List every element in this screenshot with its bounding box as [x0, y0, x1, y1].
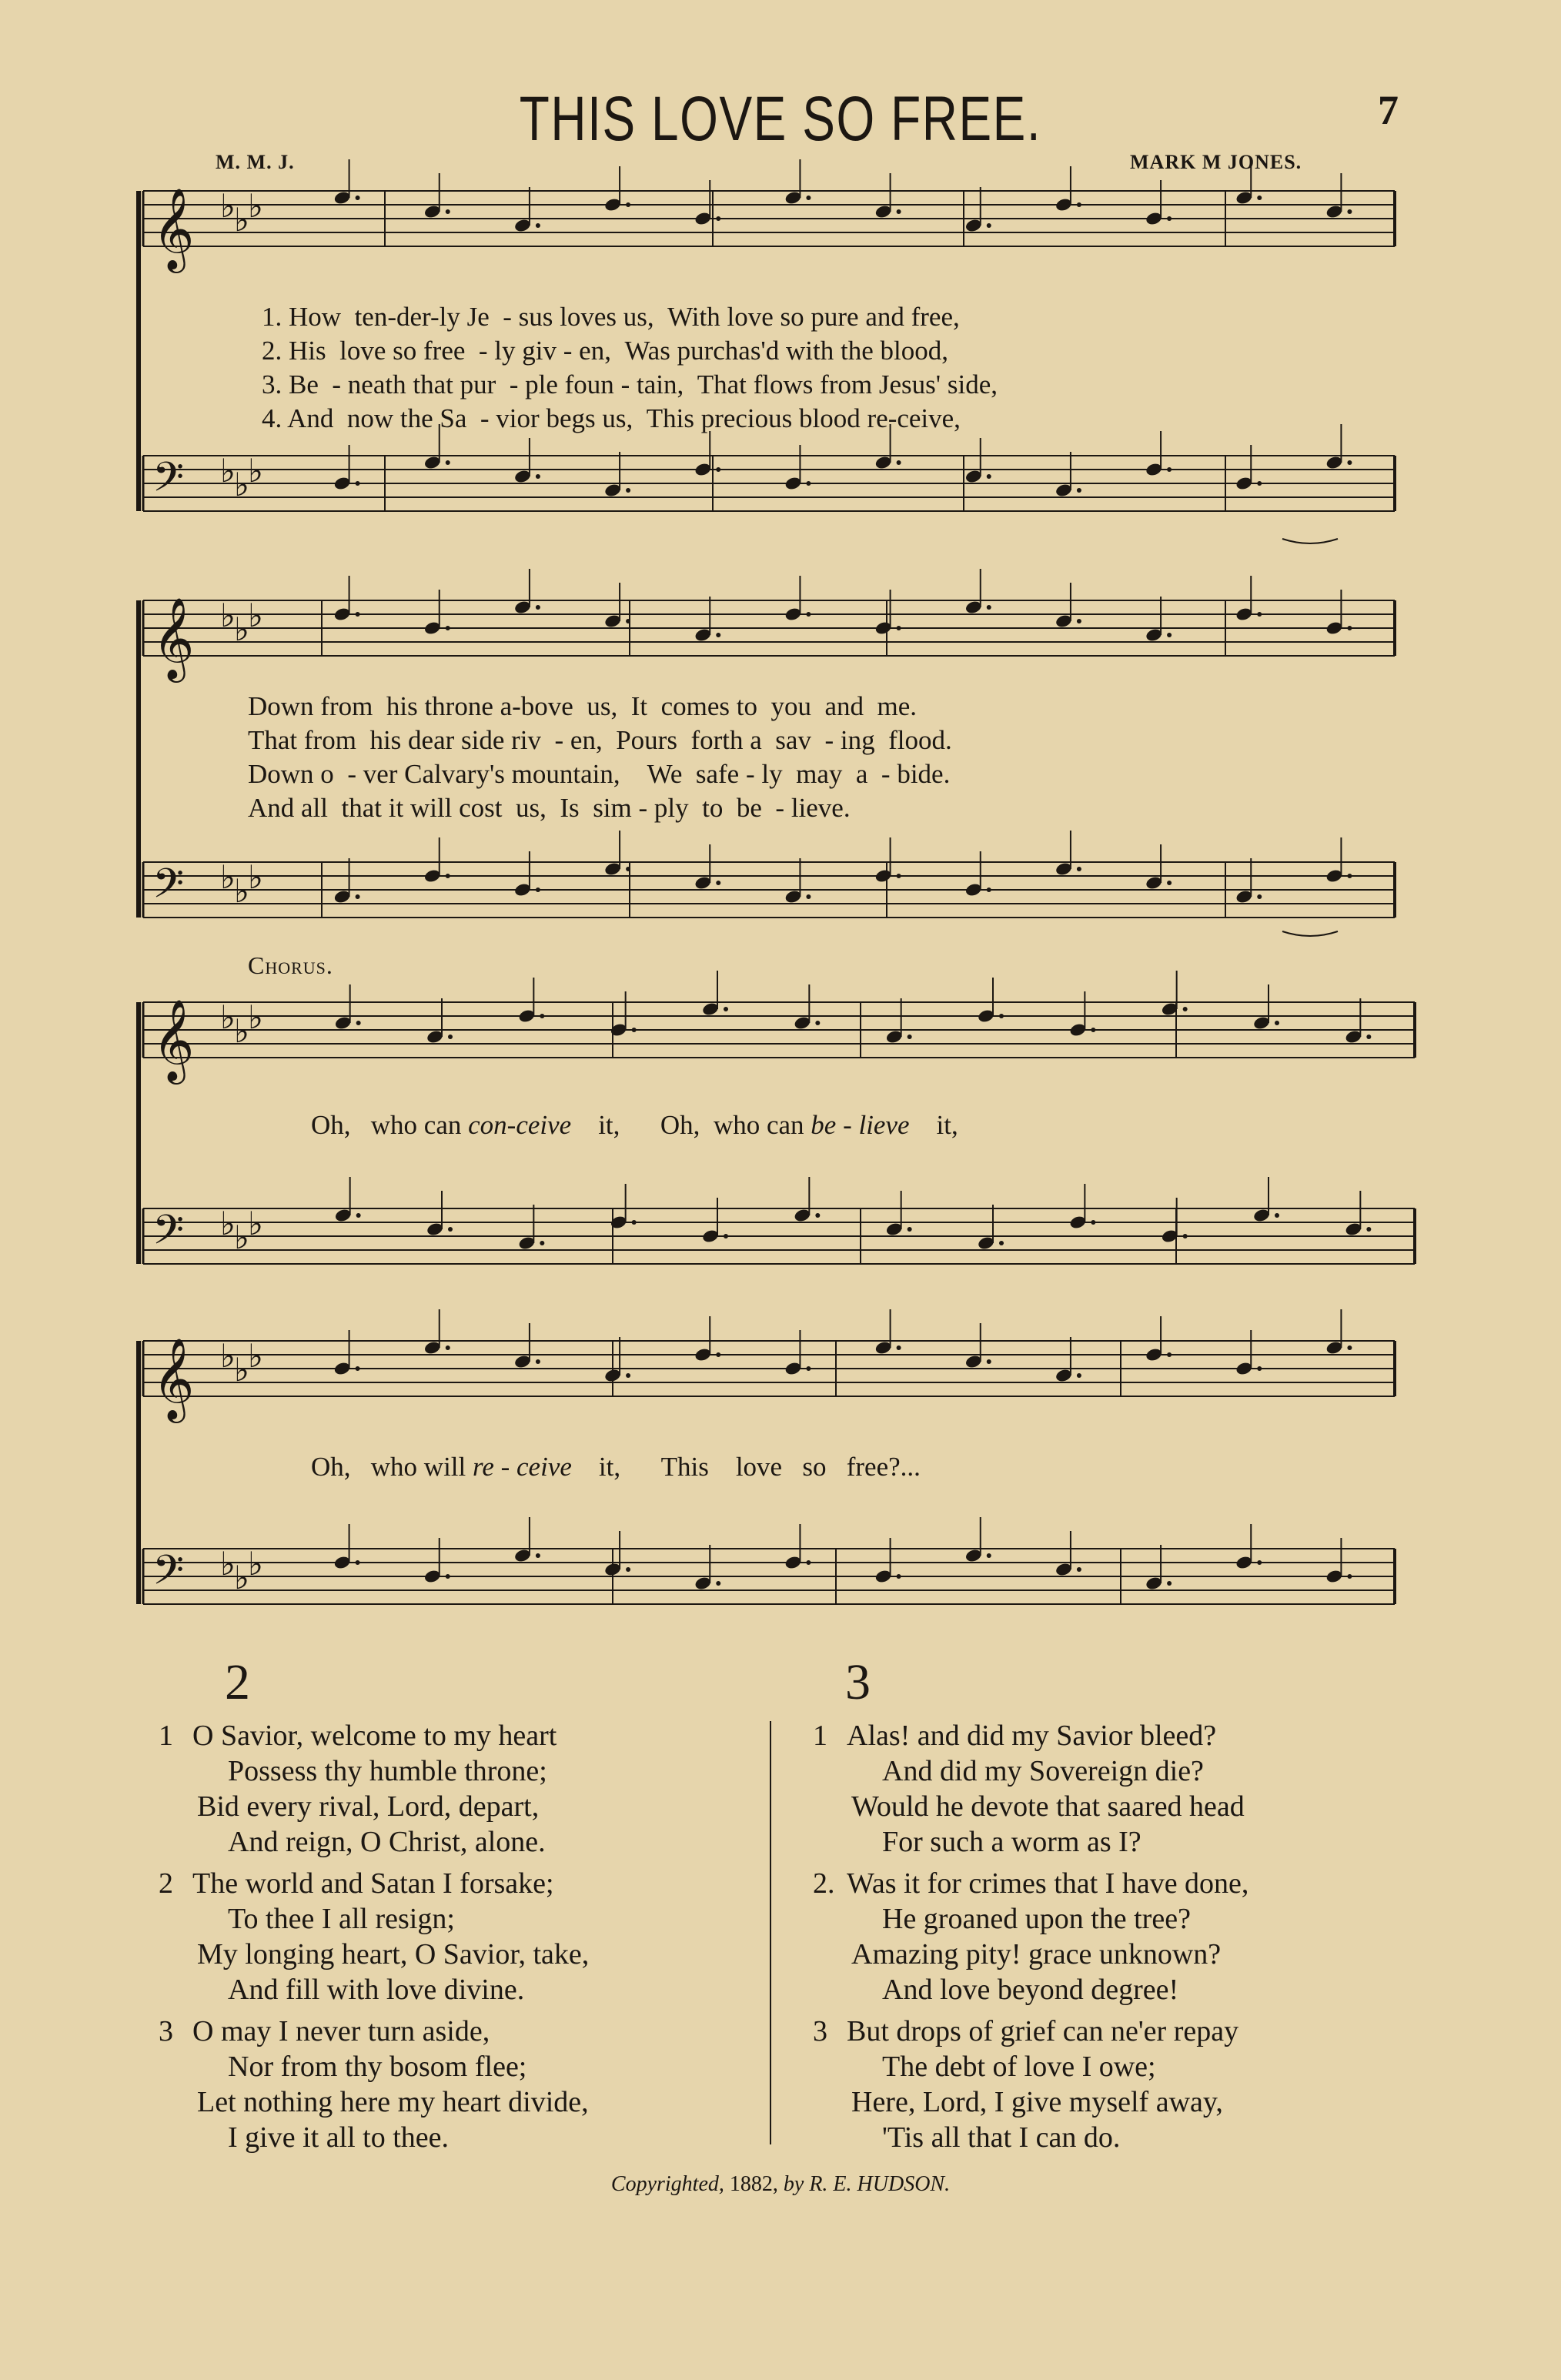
- column-divider: [770, 1721, 771, 2144]
- dot: [1347, 874, 1352, 878]
- verse-1-line: Down from his throne a-bove us, It comes to you and me.: [248, 691, 918, 721]
- hymn-3-text: [813, 1718, 1248, 2155]
- dot: [806, 1560, 811, 1565]
- flat-sign: ♭: [234, 1559, 249, 1596]
- dot: [1091, 1220, 1095, 1225]
- stanza: 2. Was it for crimes that I have done, He groaned upon the tree? Amazing pity! grace unknown? And love beyond degree!: [813, 1867, 1249, 2006]
- dot: [897, 874, 901, 878]
- dot: [356, 1560, 360, 1565]
- flat-sign: ♭: [234, 1351, 249, 1389]
- dot: [356, 1021, 361, 1025]
- bass-clef: 𝄢: [152, 1547, 185, 1604]
- stanza: 3 But drops of grief can ne'er repay The debt of love I owe; Here, Lord, I give myself away, 'Tis all that I can do.: [813, 2015, 1239, 2154]
- flat-sign: ♭: [220, 1545, 236, 1583]
- dot: [897, 1574, 901, 1579]
- bass-clef: 𝄢: [152, 1207, 185, 1264]
- dot: [536, 1359, 540, 1364]
- words-credit: M. M. J.: [216, 151, 295, 173]
- hymn-2-text: [159, 1718, 589, 2155]
- dot: [999, 1241, 1004, 1245]
- dot: [1257, 612, 1262, 617]
- tie: [1282, 539, 1338, 543]
- dot: [815, 1213, 820, 1218]
- dot: [1257, 1560, 1262, 1565]
- verse-3-line: Down o - ver Calvary's mountain, We safe - ly may a - bide.: [248, 759, 951, 789]
- dot: [446, 460, 450, 465]
- dot: [716, 633, 720, 637]
- stanza: 1 Alas! and did my Savior bleed? And did my Sovereign die? Would he devote that saared head For such a worm as I?: [813, 1720, 1245, 1858]
- dot: [356, 196, 360, 200]
- chorus-line-1: Oh, who can con-ceive it, Oh, who can be - lieve it,: [311, 1110, 958, 1140]
- flat-sign: ♭: [234, 1012, 249, 1050]
- dot: [806, 1366, 811, 1371]
- chorus-line-2: Oh, who will re - ceive it, This love so free?...: [311, 1452, 921, 1482]
- page-number: 7: [1378, 87, 1399, 133]
- dot: [1077, 619, 1081, 623]
- dot: [540, 1241, 544, 1245]
- flat-sign: ♭: [234, 1218, 249, 1256]
- flat-sign: ♭: [220, 187, 236, 225]
- dot: [356, 481, 360, 486]
- dot: [536, 1553, 540, 1558]
- tie: [1282, 931, 1338, 936]
- dot: [908, 1227, 912, 1232]
- dot: [1366, 1035, 1371, 1039]
- dot: [806, 894, 811, 899]
- stanza: 2 The world and Satan I forsake; To thee I all resign; My longing heart, O Savior, take, And fill with love divine.: [159, 1867, 590, 2006]
- flat-sign: ♭: [220, 858, 236, 896]
- dot: [448, 1035, 453, 1039]
- dot: [632, 1220, 637, 1225]
- dot: [1347, 1345, 1352, 1350]
- verse-3-line: 3. Be - neath that pur - ple foun - tain, That flows from Jesus' side,: [262, 369, 998, 399]
- flat-sign: ♭: [220, 597, 236, 634]
- treble-clef: 𝄞: [152, 187, 195, 269]
- dot: [446, 626, 450, 630]
- verse-4-line: And all that it will cost us, Is sim - ply to be - lieve.: [248, 793, 851, 823]
- treble-clef: 𝄞: [152, 597, 195, 679]
- dot: [632, 1028, 637, 1032]
- dot: [356, 1366, 360, 1371]
- dot: [1077, 1373, 1081, 1378]
- dot: [626, 1567, 630, 1572]
- dot: [1257, 196, 1262, 200]
- flat-sign: ♭: [248, 998, 263, 1036]
- dot: [446, 1345, 450, 1350]
- dot: [536, 223, 540, 228]
- dot: [897, 626, 901, 630]
- dot: [716, 881, 720, 885]
- dot: [1275, 1213, 1279, 1218]
- dot: [806, 481, 811, 486]
- dot: [356, 1213, 361, 1218]
- hymn-title: THIS LOVE SO FREE.: [519, 84, 1042, 154]
- dot: [626, 619, 630, 623]
- dot: [356, 894, 360, 899]
- dot: [897, 209, 901, 214]
- flat-sign: ♭: [248, 1337, 263, 1375]
- copyright-notice: Copyrighted, 1882, by R. E. HUDSON.: [610, 2172, 951, 2196]
- flat-sign: ♭: [234, 610, 249, 648]
- dot: [1167, 1352, 1172, 1357]
- dot: [626, 202, 630, 207]
- dot: [987, 474, 991, 479]
- flat-sign: ♭: [234, 466, 249, 503]
- dot: [1077, 1567, 1081, 1572]
- dot: [1257, 1366, 1262, 1371]
- dot: [446, 1574, 450, 1579]
- dot: [987, 1359, 991, 1364]
- dot: [1347, 1574, 1352, 1579]
- dot: [897, 460, 901, 465]
- treble-clef: 𝄞: [152, 998, 195, 1081]
- dot: [1275, 1021, 1279, 1025]
- dot: [987, 605, 991, 610]
- flat-sign: ♭: [248, 187, 263, 225]
- stanza: 1 O Savior, welcome to my heart Possess thy humble throne; Bid every rival, Lord, depart, And reign, O Christ, alone.: [159, 1720, 557, 1858]
- flat-sign: ♭: [220, 998, 236, 1036]
- dot: [724, 1007, 728, 1011]
- dot: [1347, 209, 1352, 214]
- dot: [1167, 633, 1172, 637]
- flat-sign: ♭: [248, 1545, 263, 1583]
- verse-2-line: 2. His love so free - ly giv - en, Was purchas'd with the blood,: [262, 336, 948, 366]
- dot: [897, 1345, 901, 1350]
- dot: [1167, 216, 1172, 221]
- hymn-number: 2: [225, 1654, 250, 1710]
- dot: [815, 1021, 820, 1025]
- dot: [987, 223, 991, 228]
- dot: [724, 1234, 728, 1238]
- dot: [716, 216, 720, 221]
- dot: [1257, 481, 1262, 486]
- treble-clef: 𝄞: [152, 1337, 195, 1419]
- flat-sign: ♭: [248, 597, 263, 634]
- dot: [1347, 626, 1352, 630]
- dot: [446, 874, 450, 878]
- dot: [1183, 1234, 1188, 1238]
- dot: [716, 467, 720, 472]
- dot: [1077, 202, 1081, 207]
- dot: [540, 1014, 544, 1018]
- dot: [536, 474, 540, 479]
- dot: [446, 209, 450, 214]
- flat-sign: ♭: [248, 1205, 263, 1242]
- dot: [1167, 881, 1172, 885]
- flat-sign: ♭: [234, 201, 249, 239]
- dot: [999, 1014, 1004, 1018]
- hymn-number: 3: [845, 1654, 871, 1710]
- dot: [716, 1581, 720, 1586]
- flat-sign: ♭: [220, 1337, 236, 1375]
- dot: [1257, 894, 1262, 899]
- dot: [626, 1373, 630, 1378]
- dot: [1347, 460, 1352, 465]
- verse-2-line: That from his dear side riv - en, Pours forth a sav - ing flood.: [248, 725, 952, 755]
- flat-sign: ♭: [234, 872, 249, 910]
- dot: [626, 488, 630, 493]
- dot: [1077, 488, 1081, 493]
- dot: [987, 1553, 991, 1558]
- dot: [448, 1227, 453, 1232]
- dot: [1366, 1227, 1371, 1232]
- dot: [1077, 867, 1081, 871]
- dot: [716, 1352, 720, 1357]
- verse-4-line: 4. And now the Sa - vior begs us, This precious blood re-ceive,: [262, 403, 961, 433]
- flat-sign: ♭: [220, 452, 236, 490]
- dot: [536, 887, 540, 892]
- verse-1-line: 1. How ten-der-ly Je - sus loves us, With love so pure and free,: [262, 302, 960, 332]
- bass-clef: 𝄢: [152, 454, 185, 511]
- music-credit: MARK M JONES.: [1130, 151, 1302, 173]
- dot: [536, 605, 540, 610]
- bass-clef: 𝄢: [152, 861, 185, 918]
- chorus-label: Chorus.: [248, 951, 333, 979]
- dot: [806, 196, 811, 200]
- dot: [987, 887, 991, 892]
- dot: [908, 1035, 912, 1039]
- dot: [806, 612, 811, 617]
- dot: [1167, 467, 1172, 472]
- dot: [626, 867, 630, 871]
- flat-sign: ♭: [248, 452, 263, 490]
- dot: [356, 612, 360, 617]
- dot: [1183, 1007, 1188, 1011]
- dot: [1091, 1028, 1095, 1032]
- dot: [1167, 1581, 1172, 1586]
- flat-sign: ♭: [220, 1205, 236, 1242]
- stanza: 3 O may I never turn aside, Nor from thy bosom flee; Let nothing here my heart divide, I give it all to thee.: [159, 2015, 589, 2154]
- flat-sign: ♭: [248, 858, 263, 896]
